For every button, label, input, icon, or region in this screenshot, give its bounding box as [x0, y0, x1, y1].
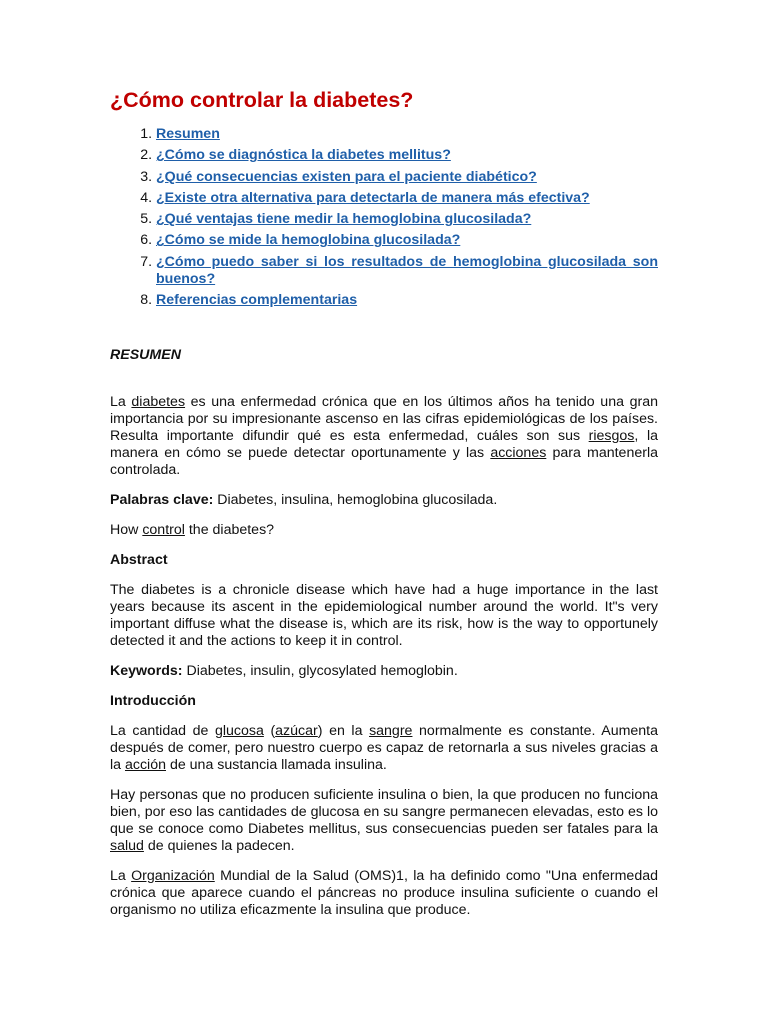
link-salud[interactable]: salud	[110, 838, 144, 855]
resumen-paragraph: La diabetes es una enfermedad crónica que en los últimos años ha tenido una gran importancia por su impresionante ascenso en las cifras epidemiológicas de los países. Resulta importante difundir qué es esta enfermedad, cuáles son sus riesgos, la manera en cómo se puede detectar oportunamente y las acciones para mantenerla controlada.	[110, 394, 658, 479]
toc-item	[156, 126, 658, 143]
abstract-paragraph: The diabetes is a chronicle disease which have had a huge importance in the last years because its ascent in the epidemiological number around the world. It"s very important diffuse what the disease is, which are its risk, how is the way to opportunely detected it and the actions to keep it in control.	[110, 582, 658, 650]
intro-paragraph-2: Hay personas que no producen suficiente insulina o bien, la que producen no funciona bien, por eso las cantidades de glucosa en su sangre permanecen elevadas, esto es lo que se conoce como Diabetes mellitus, sus consecuencias pueden ser fatales para la salud de quienes la padecen.	[110, 787, 658, 855]
intro-paragraph-1: La cantidad de glucosa (azúcar) en la sangre normalmente es constante. Aumenta después de comer, pero nuestro cuerpo es capaz de retornarla a sus niveles gracias a la acción de una sustancia llamada insulina.	[110, 723, 659, 774]
keywords-en: Keywords: Diabetes, insulin, glycosylated hemoglobin.	[110, 663, 458, 680]
keywords-es: Palabras clave: Diabetes, insulina, hemoglobina glucosilada.	[110, 492, 498, 509]
toc-item	[156, 254, 658, 288]
keywords-en-label: Keywords:	[110, 663, 183, 680]
toc-item	[156, 147, 658, 164]
toc-link-ventajas[interactable]: ¿Qué ventajas tiene medir la hemoglobina glucosilada?	[156, 211, 532, 228]
toc-item	[156, 232, 658, 249]
link-azucar[interactable]: azúcar	[275, 723, 318, 740]
english-title: How control the diabetes?	[110, 522, 275, 539]
link-organizacion[interactable]: Organización	[131, 868, 215, 885]
link-diabetes[interactable]: diabetes	[131, 394, 186, 411]
link-sangre[interactable]: sangre	[369, 723, 413, 740]
toc-item	[156, 190, 658, 207]
toc-link-alternativa[interactable]: ¿Existe otra alternativa para detectarla de manera más efectiva?	[156, 189, 590, 206]
intro-heading: Introducción	[110, 693, 196, 710]
link-control[interactable]: control	[142, 522, 185, 539]
toc-item	[156, 169, 658, 186]
intro-paragraph-3: La Organización Mundial de la Salud (OMS)1, la ha definido como "Una enfermedad crónica que aparece cuando el páncreas no produce insulina suficiente o cuando el organismo no utiliza eficazmente la insulina que produce.	[110, 868, 658, 919]
abstract-heading: Abstract	[110, 552, 168, 569]
toc-item	[156, 211, 658, 228]
keywords-es-label: Palabras clave:	[110, 492, 214, 509]
link-glucosa[interactable]: glucosa	[214, 723, 264, 740]
link-acciones[interactable]: acciones	[490, 445, 547, 462]
toc-link-referencias[interactable]: Referencias complementarias	[156, 292, 358, 309]
toc-link-resumen[interactable]: Resumen	[156, 126, 220, 142]
resumen-heading: RESUMEN	[110, 347, 181, 364]
toc-link-resultados[interactable]: ¿Cómo puedo saber si los resultados de hemoglobina glucosilada son buenos?	[156, 253, 658, 287]
table-of-contents	[110, 126, 658, 309]
toc-link-diagnostico[interactable]: ¿Cómo se diagnóstica la diabetes mellitus?	[156, 147, 451, 164]
toc-item	[156, 292, 658, 309]
document-page	[110, 84, 658, 919]
toc-link-como-se-mide[interactable]: ¿Cómo se mide la hemoglobina glucosilada?	[156, 232, 461, 249]
page-title: ¿Cómo controlar la diabetes?	[110, 88, 414, 112]
link-accion[interactable]: acción	[124, 757, 166, 774]
link-riesgos[interactable]: riesgos	[588, 428, 635, 445]
toc-link-consecuencias[interactable]: ¿Qué consecuencias existen para el paciente diabético?	[156, 168, 537, 185]
